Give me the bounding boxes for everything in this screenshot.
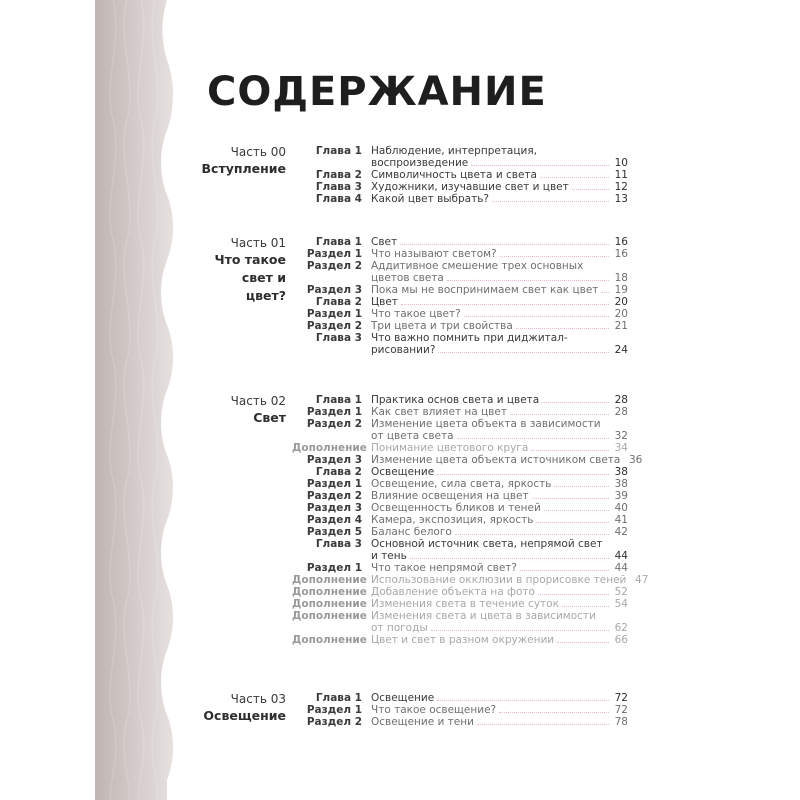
entry-title: Цвет bbox=[371, 296, 398, 308]
page-number: 12 bbox=[614, 181, 628, 193]
entry-body bbox=[371, 454, 642, 466]
entry-title-last-line bbox=[371, 490, 628, 502]
page-number: 44 bbox=[614, 562, 628, 574]
entry-title-last-line bbox=[371, 514, 628, 526]
entry-title: Свет bbox=[371, 236, 398, 248]
page-number: 39 bbox=[614, 490, 628, 502]
toc-entry[interactable] bbox=[292, 526, 628, 538]
toc-entry[interactable] bbox=[292, 574, 649, 586]
entry-title: Как свет влияет на цвет bbox=[371, 406, 507, 418]
dotted-leader bbox=[499, 711, 609, 713]
entry-label: Раздел 1 bbox=[306, 406, 362, 418]
entry-title-last-line bbox=[371, 716, 628, 728]
entry-body bbox=[371, 526, 628, 538]
part-entries bbox=[292, 236, 628, 356]
page-number: 32 bbox=[614, 430, 628, 442]
entry-title: Пока мы не воспринимаем свет как цвет bbox=[371, 284, 599, 296]
entry-title-last-line bbox=[371, 430, 628, 442]
dotted-leader bbox=[437, 473, 609, 475]
dotted-leader bbox=[540, 176, 609, 178]
entry-title-last-line bbox=[371, 296, 628, 308]
entry-label: Глава 1 bbox=[315, 692, 362, 704]
entry-title: Художники, изучавшие свет и цвет bbox=[371, 181, 569, 193]
dotted-leader bbox=[400, 243, 609, 245]
entry-title: Что такое освещение? bbox=[371, 704, 497, 716]
entry-body bbox=[371, 562, 628, 574]
toc-entry[interactable] bbox=[292, 442, 628, 454]
entry-title-last-line bbox=[371, 622, 628, 634]
entry-label: Глава 1 bbox=[315, 145, 362, 157]
entry-label: Дополнение bbox=[292, 634, 367, 646]
part-name: Что такое bbox=[214, 252, 286, 267]
page-number: 54 bbox=[614, 598, 628, 610]
entry-title: Символичность цвета и света bbox=[371, 169, 537, 181]
entry-title: Добавление объекта на фото bbox=[371, 586, 535, 598]
entry-body bbox=[371, 610, 628, 634]
entry-title-last-line bbox=[371, 550, 628, 562]
page-number: 42 bbox=[614, 526, 628, 538]
toc-entry[interactable] bbox=[292, 248, 628, 260]
entry-title-last-line bbox=[371, 248, 628, 260]
entry-body bbox=[371, 442, 628, 454]
page-number: 41 bbox=[614, 514, 628, 526]
part-entries bbox=[292, 394, 649, 646]
toc-entry[interactable] bbox=[292, 478, 628, 490]
entry-label: Раздел 2 bbox=[306, 418, 362, 430]
entry-body bbox=[371, 502, 628, 514]
dotted-leader bbox=[410, 557, 609, 559]
toc-entry[interactable] bbox=[292, 332, 628, 356]
entry-label: Дополнение bbox=[292, 598, 367, 610]
part-name: Вступление bbox=[201, 161, 286, 176]
page-number: 34 bbox=[614, 442, 628, 454]
toc-entry[interactable] bbox=[292, 193, 628, 205]
entry-title: и тень bbox=[371, 550, 407, 562]
entry-title-last-line bbox=[371, 272, 628, 284]
entry-label: Раздел 3 bbox=[306, 284, 362, 296]
entry-body bbox=[371, 418, 628, 442]
toc-entry[interactable] bbox=[292, 418, 628, 442]
entry-body bbox=[371, 169, 628, 181]
toc-entry[interactable] bbox=[292, 284, 628, 296]
entry-title-line: Что важно помнить при диджитал- bbox=[371, 332, 568, 344]
entry-label: Раздел 1 bbox=[306, 478, 362, 490]
part-heading bbox=[200, 393, 286, 427]
entry-body bbox=[371, 308, 628, 320]
toc-entry[interactable] bbox=[292, 692, 628, 704]
entry-title-last-line bbox=[371, 193, 628, 205]
part-number: Часть 02 bbox=[230, 394, 286, 408]
entry-label: Глава 2 bbox=[315, 296, 362, 308]
dotted-leader bbox=[401, 303, 609, 305]
page-number: 28 bbox=[614, 394, 628, 406]
page-number: 47 bbox=[635, 574, 649, 586]
entry-title-last-line bbox=[371, 598, 628, 610]
entry-title: Понимание цветового круга bbox=[371, 442, 529, 454]
part-name: Свет bbox=[253, 410, 286, 425]
entry-title-line: Наблюдение, интерпретация, bbox=[371, 145, 537, 157]
part-name: свет и цвет? bbox=[241, 270, 286, 303]
entry-title-last-line bbox=[371, 344, 628, 356]
dotted-leader bbox=[437, 699, 609, 701]
entry-title-last-line bbox=[371, 562, 628, 574]
entry-label: Раздел 3 bbox=[306, 502, 362, 514]
page-number: 16 bbox=[614, 248, 628, 260]
entry-title-last-line bbox=[371, 320, 628, 332]
dotted-leader bbox=[601, 291, 609, 293]
entry-label: Раздел 1 bbox=[306, 562, 362, 574]
entry-body bbox=[371, 332, 628, 356]
entry-title: Освещение bbox=[371, 466, 435, 478]
page-number: 19 bbox=[614, 284, 628, 296]
entry-body bbox=[371, 490, 628, 502]
entry-title: Камера, экспозиция, яркость bbox=[371, 514, 534, 526]
page-number: 16 bbox=[614, 236, 628, 248]
part-entries bbox=[292, 145, 628, 205]
toc-entry[interactable] bbox=[292, 308, 628, 320]
entry-body bbox=[371, 296, 628, 308]
entry-title-line: Изменения света и цвета в зависимости bbox=[371, 610, 596, 622]
entry-label: Глава 3 bbox=[315, 538, 362, 550]
toc-entry[interactable] bbox=[292, 716, 628, 728]
page-number: 72 bbox=[614, 704, 628, 716]
dotted-leader bbox=[471, 164, 609, 166]
entry-title-last-line bbox=[371, 169, 628, 181]
entry-title-last-line bbox=[371, 704, 628, 716]
entry-title-last-line bbox=[371, 308, 628, 320]
entry-title: Освещение и тени bbox=[371, 716, 474, 728]
page-number: 66 bbox=[614, 634, 628, 646]
entry-title-line: Изменение цвета объекта в зависимости bbox=[371, 418, 601, 430]
dotted-leader bbox=[544, 509, 609, 511]
part-heading bbox=[200, 691, 286, 725]
dotted-leader bbox=[510, 413, 609, 415]
entry-title: Освещение, сила света, яркость bbox=[371, 478, 552, 490]
dotted-leader bbox=[542, 401, 609, 403]
toc-entry[interactable] bbox=[292, 145, 628, 169]
page-number: 52 bbox=[614, 586, 628, 598]
entry-body bbox=[371, 634, 628, 646]
entry-title-last-line bbox=[371, 284, 628, 296]
entry-body bbox=[371, 236, 628, 248]
entry-label: Дополнение bbox=[292, 610, 367, 622]
entry-label: Раздел 1 bbox=[306, 308, 362, 320]
page-number: 38 bbox=[614, 466, 628, 478]
entry-title: Что такое непрямой свет? bbox=[371, 562, 517, 574]
entry-title-last-line bbox=[371, 236, 628, 248]
part-heading bbox=[200, 144, 286, 178]
entry-label: Раздел 2 bbox=[306, 260, 362, 272]
entry-body bbox=[371, 260, 628, 284]
entry-title-last-line bbox=[371, 574, 648, 586]
page-number: 18 bbox=[614, 272, 628, 284]
dotted-leader bbox=[457, 437, 609, 439]
dotted-leader bbox=[431, 629, 609, 631]
entry-label: Глава 4 bbox=[315, 193, 362, 205]
part-name: Освещение bbox=[203, 708, 286, 723]
toc-entry[interactable] bbox=[292, 634, 628, 646]
dotted-leader bbox=[557, 641, 609, 643]
dotted-leader bbox=[538, 593, 609, 595]
decorative-wave-strip bbox=[95, 0, 185, 800]
toc-entry[interactable] bbox=[292, 514, 628, 526]
entry-title-last-line bbox=[371, 692, 628, 704]
entry-title: Освещенность бликов и теней bbox=[371, 502, 541, 514]
toc-entry[interactable] bbox=[292, 490, 628, 502]
entry-label: Дополнение bbox=[292, 442, 367, 454]
entry-title-line: Аддитивное смешение трех основных bbox=[371, 260, 584, 272]
dotted-leader bbox=[572, 188, 609, 190]
page-number: 28 bbox=[614, 406, 628, 418]
entry-body bbox=[371, 394, 628, 406]
page-number: 36 bbox=[628, 454, 643, 466]
entry-title: Какой цвет выбрать? bbox=[371, 193, 489, 205]
dotted-leader bbox=[531, 449, 609, 451]
entry-label: Глава 1 bbox=[315, 394, 362, 406]
dotted-leader bbox=[554, 485, 609, 487]
dotted-leader bbox=[532, 497, 609, 499]
entry-body bbox=[371, 716, 628, 728]
page-number: 21 bbox=[614, 320, 628, 332]
entry-title: Что называют светом? bbox=[371, 248, 497, 260]
entry-title-last-line bbox=[371, 634, 628, 646]
entry-label: Раздел 1 bbox=[306, 248, 362, 260]
entry-title: рисовании? bbox=[371, 344, 436, 356]
entry-body bbox=[371, 284, 628, 296]
page-number: 62 bbox=[614, 622, 628, 634]
dotted-leader bbox=[464, 315, 609, 317]
dotted-leader bbox=[455, 533, 609, 535]
dotted-leader bbox=[536, 521, 609, 523]
dotted-leader bbox=[562, 605, 609, 607]
entry-body bbox=[371, 145, 628, 169]
entry-body bbox=[371, 514, 628, 526]
entry-title: Что такое цвет? bbox=[371, 308, 461, 320]
page-number: 10 bbox=[614, 157, 628, 169]
entry-title-last-line bbox=[371, 394, 628, 406]
entry-title: Изменение цвета объекта источником света bbox=[371, 454, 621, 466]
entry-title-last-line bbox=[371, 466, 628, 478]
toc-entry[interactable] bbox=[292, 502, 628, 514]
entry-body bbox=[371, 320, 628, 332]
entry-title: Три цвета и три свойства bbox=[371, 320, 513, 332]
toc-entry[interactable] bbox=[292, 394, 628, 406]
entry-body bbox=[371, 181, 628, 193]
entry-title-last-line bbox=[371, 454, 642, 466]
toc-entry[interactable] bbox=[292, 586, 628, 598]
entry-title-last-line bbox=[371, 478, 628, 490]
entry-title: Изменения света в течение суток bbox=[371, 598, 559, 610]
toc-entry[interactable] bbox=[292, 169, 628, 181]
entry-title-line: Основной источник света, непрямой свет bbox=[371, 538, 603, 550]
entry-title: цветов света bbox=[371, 272, 444, 284]
entry-label: Глава 2 bbox=[315, 466, 362, 478]
dotted-leader bbox=[477, 723, 609, 725]
entry-title: Освещение bbox=[371, 692, 435, 704]
entry-title-last-line bbox=[371, 181, 628, 193]
entry-title: Баланс белого bbox=[371, 526, 452, 538]
page-number: 13 bbox=[614, 193, 628, 205]
page-title: СОДЕРЖАНИЕ bbox=[207, 69, 547, 115]
entry-label: Глава 1 bbox=[315, 236, 362, 248]
page-number: 11 bbox=[614, 169, 628, 181]
entry-body bbox=[371, 692, 628, 704]
dotted-leader bbox=[492, 200, 609, 202]
dotted-leader bbox=[516, 327, 609, 329]
entry-label: Дополнение bbox=[292, 574, 367, 586]
toc-entry[interactable] bbox=[292, 598, 628, 610]
toc-entry[interactable] bbox=[292, 704, 628, 716]
entry-title-last-line bbox=[371, 406, 628, 418]
entry-body bbox=[371, 704, 628, 716]
entry-label: Раздел 1 bbox=[306, 704, 362, 716]
entry-body bbox=[371, 406, 628, 418]
toc-entry[interactable] bbox=[292, 610, 628, 634]
toc-entry[interactable] bbox=[292, 466, 628, 478]
entry-label: Глава 2 bbox=[315, 169, 362, 181]
part-heading bbox=[200, 235, 286, 305]
entry-label: Глава 3 bbox=[315, 181, 362, 193]
entry-label: Раздел 2 bbox=[306, 716, 362, 728]
dotted-leader bbox=[438, 351, 609, 353]
entry-title-last-line bbox=[371, 526, 628, 538]
entry-body bbox=[371, 193, 628, 205]
entry-title: Использование окклюзии в прорисовке теней bbox=[371, 574, 627, 586]
entry-body bbox=[371, 538, 628, 562]
dotted-leader bbox=[520, 569, 609, 571]
entry-body bbox=[371, 598, 628, 610]
entry-title: воспроизведение bbox=[371, 157, 469, 169]
entry-title: Влияние освещения на цвет bbox=[371, 490, 529, 502]
toc-entry[interactable] bbox=[292, 538, 628, 562]
toc-entry[interactable] bbox=[292, 181, 628, 193]
entry-label: Раздел 2 bbox=[306, 490, 362, 502]
page-number: 38 bbox=[614, 478, 628, 490]
page-number: 24 bbox=[614, 344, 628, 356]
entry-title: от погоды bbox=[371, 622, 428, 634]
entry-body bbox=[371, 248, 628, 260]
dotted-leader bbox=[447, 279, 609, 281]
page-number: 20 bbox=[614, 296, 628, 308]
entry-label: Раздел 3 bbox=[306, 454, 362, 466]
entry-label: Раздел 2 bbox=[306, 320, 362, 332]
toc-entry[interactable] bbox=[292, 296, 628, 308]
entry-label: Раздел 4 bbox=[306, 514, 362, 526]
page-number: 72 bbox=[614, 692, 628, 704]
entry-title-last-line bbox=[371, 442, 628, 454]
toc-entry[interactable] bbox=[292, 562, 628, 574]
part-number: Часть 03 bbox=[230, 692, 286, 706]
entry-title: от цвета света bbox=[371, 430, 454, 442]
toc-entry[interactable] bbox=[292, 320, 628, 332]
toc-entry[interactable] bbox=[292, 260, 628, 284]
toc-entry[interactable] bbox=[292, 236, 628, 248]
entry-body bbox=[371, 466, 628, 478]
page-number: 78 bbox=[614, 716, 628, 728]
page-number: 20 bbox=[614, 308, 628, 320]
part-entries bbox=[292, 692, 628, 728]
entry-label: Дополнение bbox=[292, 586, 367, 598]
entry-title-last-line bbox=[371, 157, 628, 169]
part-number: Часть 01 bbox=[230, 236, 286, 250]
part-number: Часть 00 bbox=[230, 145, 286, 159]
entry-body bbox=[371, 478, 628, 490]
entry-body bbox=[371, 574, 648, 586]
dotted-leader bbox=[500, 255, 609, 257]
page-number: 40 bbox=[614, 502, 628, 514]
entry-title-last-line bbox=[371, 502, 628, 514]
entry-label: Глава 3 bbox=[315, 332, 362, 344]
page-number: 44 bbox=[614, 550, 628, 562]
entry-body bbox=[371, 586, 628, 598]
entry-label: Раздел 5 bbox=[306, 526, 362, 538]
entry-title: Цвет и свет в разном окружении bbox=[371, 634, 555, 646]
toc-entry[interactable] bbox=[292, 454, 643, 466]
entry-title: Практика основ света и цвета bbox=[371, 394, 540, 406]
entry-title-last-line bbox=[371, 586, 628, 598]
toc-entry[interactable] bbox=[292, 406, 628, 418]
